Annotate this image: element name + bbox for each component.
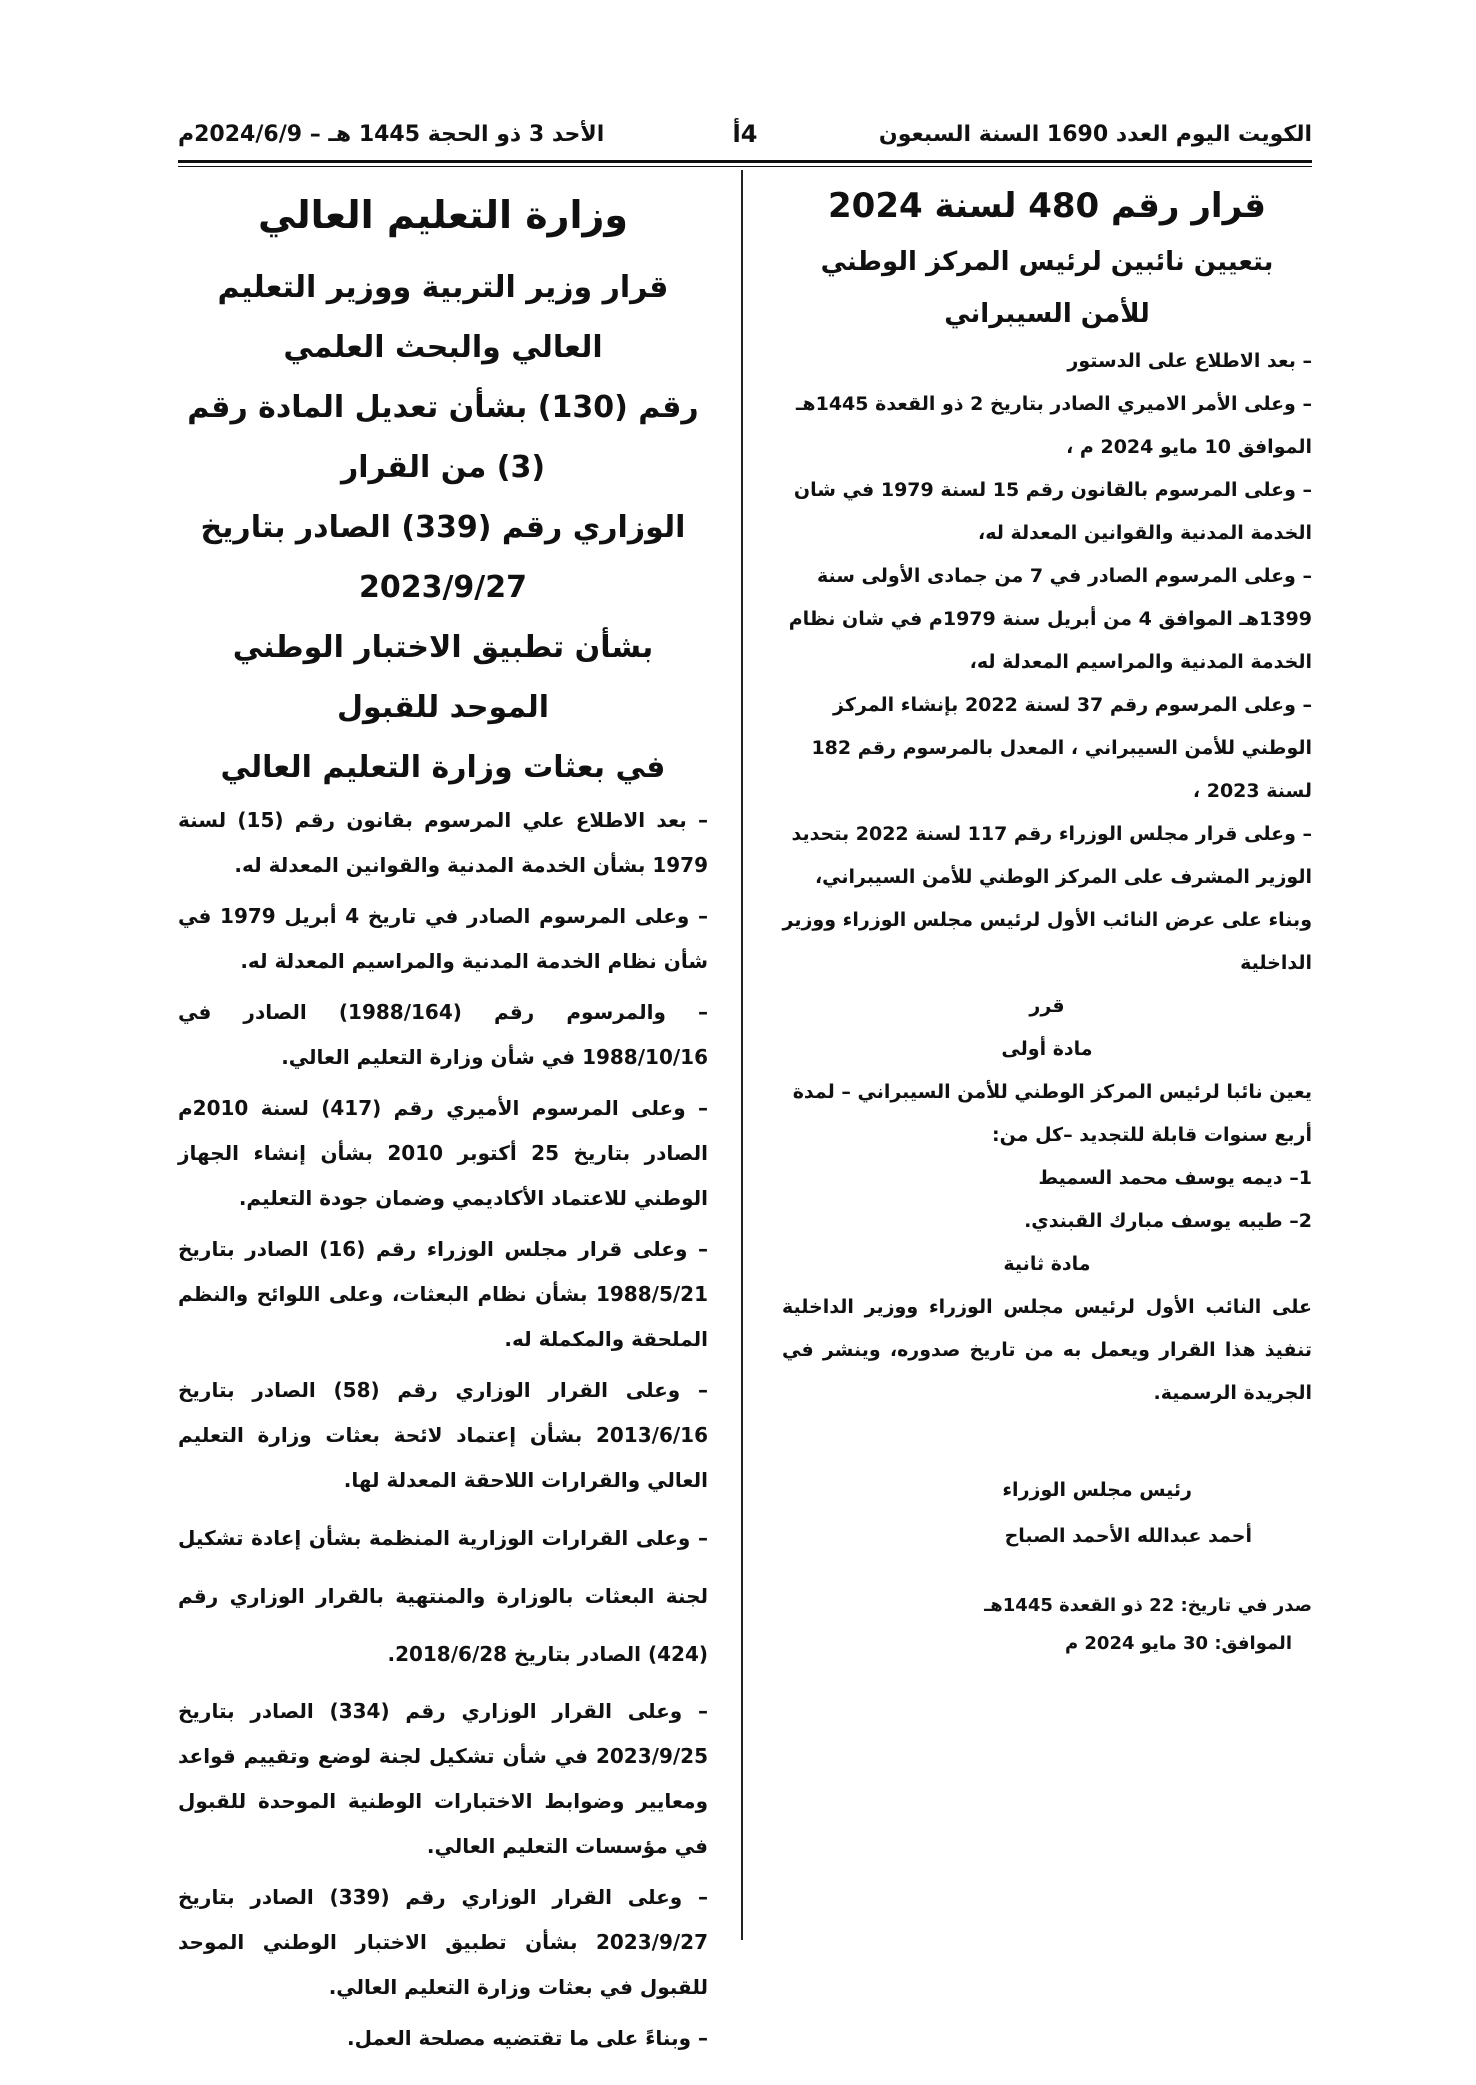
header-page-number: 4أ <box>732 120 758 148</box>
preamble-5: – وعلى المرسوم رقم 37 لسنة 2022 بإنشاء المركز الوطني للأمن السيبراني ، المعدل بالمرسوم رقم 182 لسنة 2023 ، <box>811 694 1312 802</box>
preamble-6: – وعلى قرار مجلس الوزراء رقم 117 لسنة 2022 بتحديد الوزير المشرف على المركز الوطني للأمن السيبراني، <box>791 823 1312 888</box>
signature-title: رئيس مجلس الوزراء <box>1002 1479 1192 1501</box>
preamble-7: وبناء على عرض النائب الأول لرئيس مجلس الوزراء ووزير الداخلية <box>782 909 1312 974</box>
right-column <box>782 176 1312 1663</box>
preamble-3: – وعلى المرسوم بالقانون رقم 15 لسنة 1979 في شان الخدمة المدنية والقوانين المعدلة له، <box>793 479 1312 544</box>
recital-3: – والمرسوم رقم (1988/164) الصادر في 1988/10/16 في شأن وزارة التعليم العالي. <box>178 1000 708 1069</box>
recital-9: – وعلى القرار الوزاري رقم (339) الصادر بتاريخ 2023/9/27 بشأن تطبيق الاختبار الوطني الموحد للقبول في بعثات وزارة التعليم العالي. <box>178 1885 708 1999</box>
decree-title: قرار رقم 480 لسنة 2024 <box>828 186 1266 226</box>
recital-8: – وعلى القرار الوزاري رقم (334) الصادر بتاريخ 2023/9/25 في شأن تشكيل لجنة لوضع وتقييم قواعد ومعايير وضوابط الاختبارات الوطنية الموحدة للقبول في مؤسسات التعليم العالي. <box>178 1699 708 1858</box>
signature-name: أحمد عبدالله الأحمد الصباح <box>1004 1525 1252 1547</box>
appointee-2: 2– طيبه يوسف مبارك القبندي. <box>1024 1210 1312 1232</box>
decree-subtitle: بتعيين نائبين لرئيس المركز الوطني للأمن السيبراني <box>820 247 1274 329</box>
appointee-1: 1– ديمه يوسف محمد السميط <box>1038 1167 1312 1189</box>
preamble-2: – وعلى الأمر الاميري الصادر بتاريخ 2 ذو القعدة 1445هـ الموافق 10 مايو 2024 م ، <box>795 393 1312 458</box>
heading-line-5: في بعثات وزارة التعليم العالي <box>220 750 666 785</box>
heading-line-4: بشأن تطبيق الاختبار الوطني الموحد للقبول <box>232 630 654 725</box>
article2-title: مادة ثانية <box>1003 1253 1091 1275</box>
article1-title: مادة أولى <box>1001 1038 1093 1060</box>
header-rule <box>178 160 1312 163</box>
recital-10: – وبناءً على ما تقتضيه مصلحة العمل. <box>347 2026 708 2050</box>
page-header <box>178 118 1312 158</box>
heading-line-2: رقم (130) بشأن تعديل المادة رقم (3) من القرار <box>187 390 699 485</box>
issued-date: صدر في تاريخ: 22 ذو القعدة 1445هـ <box>984 1595 1312 1616</box>
recital-5: – وعلى قرار مجلس الوزراء رقم (16) الصادر بتاريخ 1988/5/21 بشأن نظام البعثات، وعلى اللوائح والنظم الملحقة والمكملة له. <box>178 1237 708 1351</box>
preamble-4: – وعلى المرسوم الصادر في 7 من جمادى الأولى سنة 1399هـ الموافق 4 من أبريل سنة 1979م في شان نظام الخدمة المدنية والمراسيم المعدلة له، <box>788 565 1312 673</box>
header-date: الأحد 3 ذو الحجة 1445 هـ – 2024/6/9م <box>178 122 605 147</box>
heading-line-1: قرار وزير التربية ووزير التعليم العالي والبحث العلمي <box>217 270 669 365</box>
corresponding-date: الموافق: 30 مايو 2024 م <box>1064 1633 1292 1654</box>
recital-2: – وعلى المرسوم الصادر في تاريخ 4 أبريل 1979 في شأن نظام الخدمة المدنية والمراسيم المعدلة له. <box>178 904 709 973</box>
article1-text: يعين نائبا لرئيس المركز الوطني للأمن السيبراني – لمدة أربع سنوات قابلة للتجديد –كل من: <box>792 1081 1312 1146</box>
ministry-title: وزارة التعليم العالي <box>257 193 629 237</box>
preamble-1: – بعد الاطلاع على الدستور <box>1067 350 1312 372</box>
recital-7: – وعلى القرارات الوزارية المنظمة بشأن إعادة تشكيل لجنة البعثات بالوزارة والمنتهية بالقرار الوزاري رقم (424) الصادر بتاريخ 2018/6/28. <box>178 1526 708 1666</box>
left-column <box>178 176 708 2067</box>
decided-label: قرر <box>1029 995 1065 1017</box>
recital-1: – بعد الاطلاع علي المرسوم بقانون رقم (15) لسنة 1979 بشأن الخدمة المدنية والقوانين المعدلة له. <box>178 808 708 877</box>
header-issue-info: الكويت اليوم العدد 1690 السنة السبعون <box>878 122 1312 147</box>
article2-text: على النائب الأول لرئيس مجلس الوزراء ووزير الداخلية تنفيذ هذا القرار ويعمل به من تاريخ صدوره، وينشر في الجريدة الرسمية. <box>782 1296 1312 1404</box>
recital-6: – وعلى القرار الوزاري رقم (58) الصادر بتاريخ 2013/6/16 بشأن إعتماد لائحة بعثات وزارة التعليم العالي والقرارات اللاحقة المعدلة لها. <box>178 1378 708 1492</box>
recital-4: – وعلى المرسوم الأميري رقم (417) لسنة 2010م الصادر بتاريخ 25 أكتوبر 2010 بشأن إنشاء الجهاز الوطني للاعتماد الأكاديمي وضمان جودة التعليم. <box>178 1096 708 1210</box>
heading-line-3: الوزاري رقم (339) الصادر بتاريخ 2023/9/27 <box>200 510 686 605</box>
header-rule-thin <box>178 166 1312 167</box>
column-divider <box>741 170 743 1940</box>
